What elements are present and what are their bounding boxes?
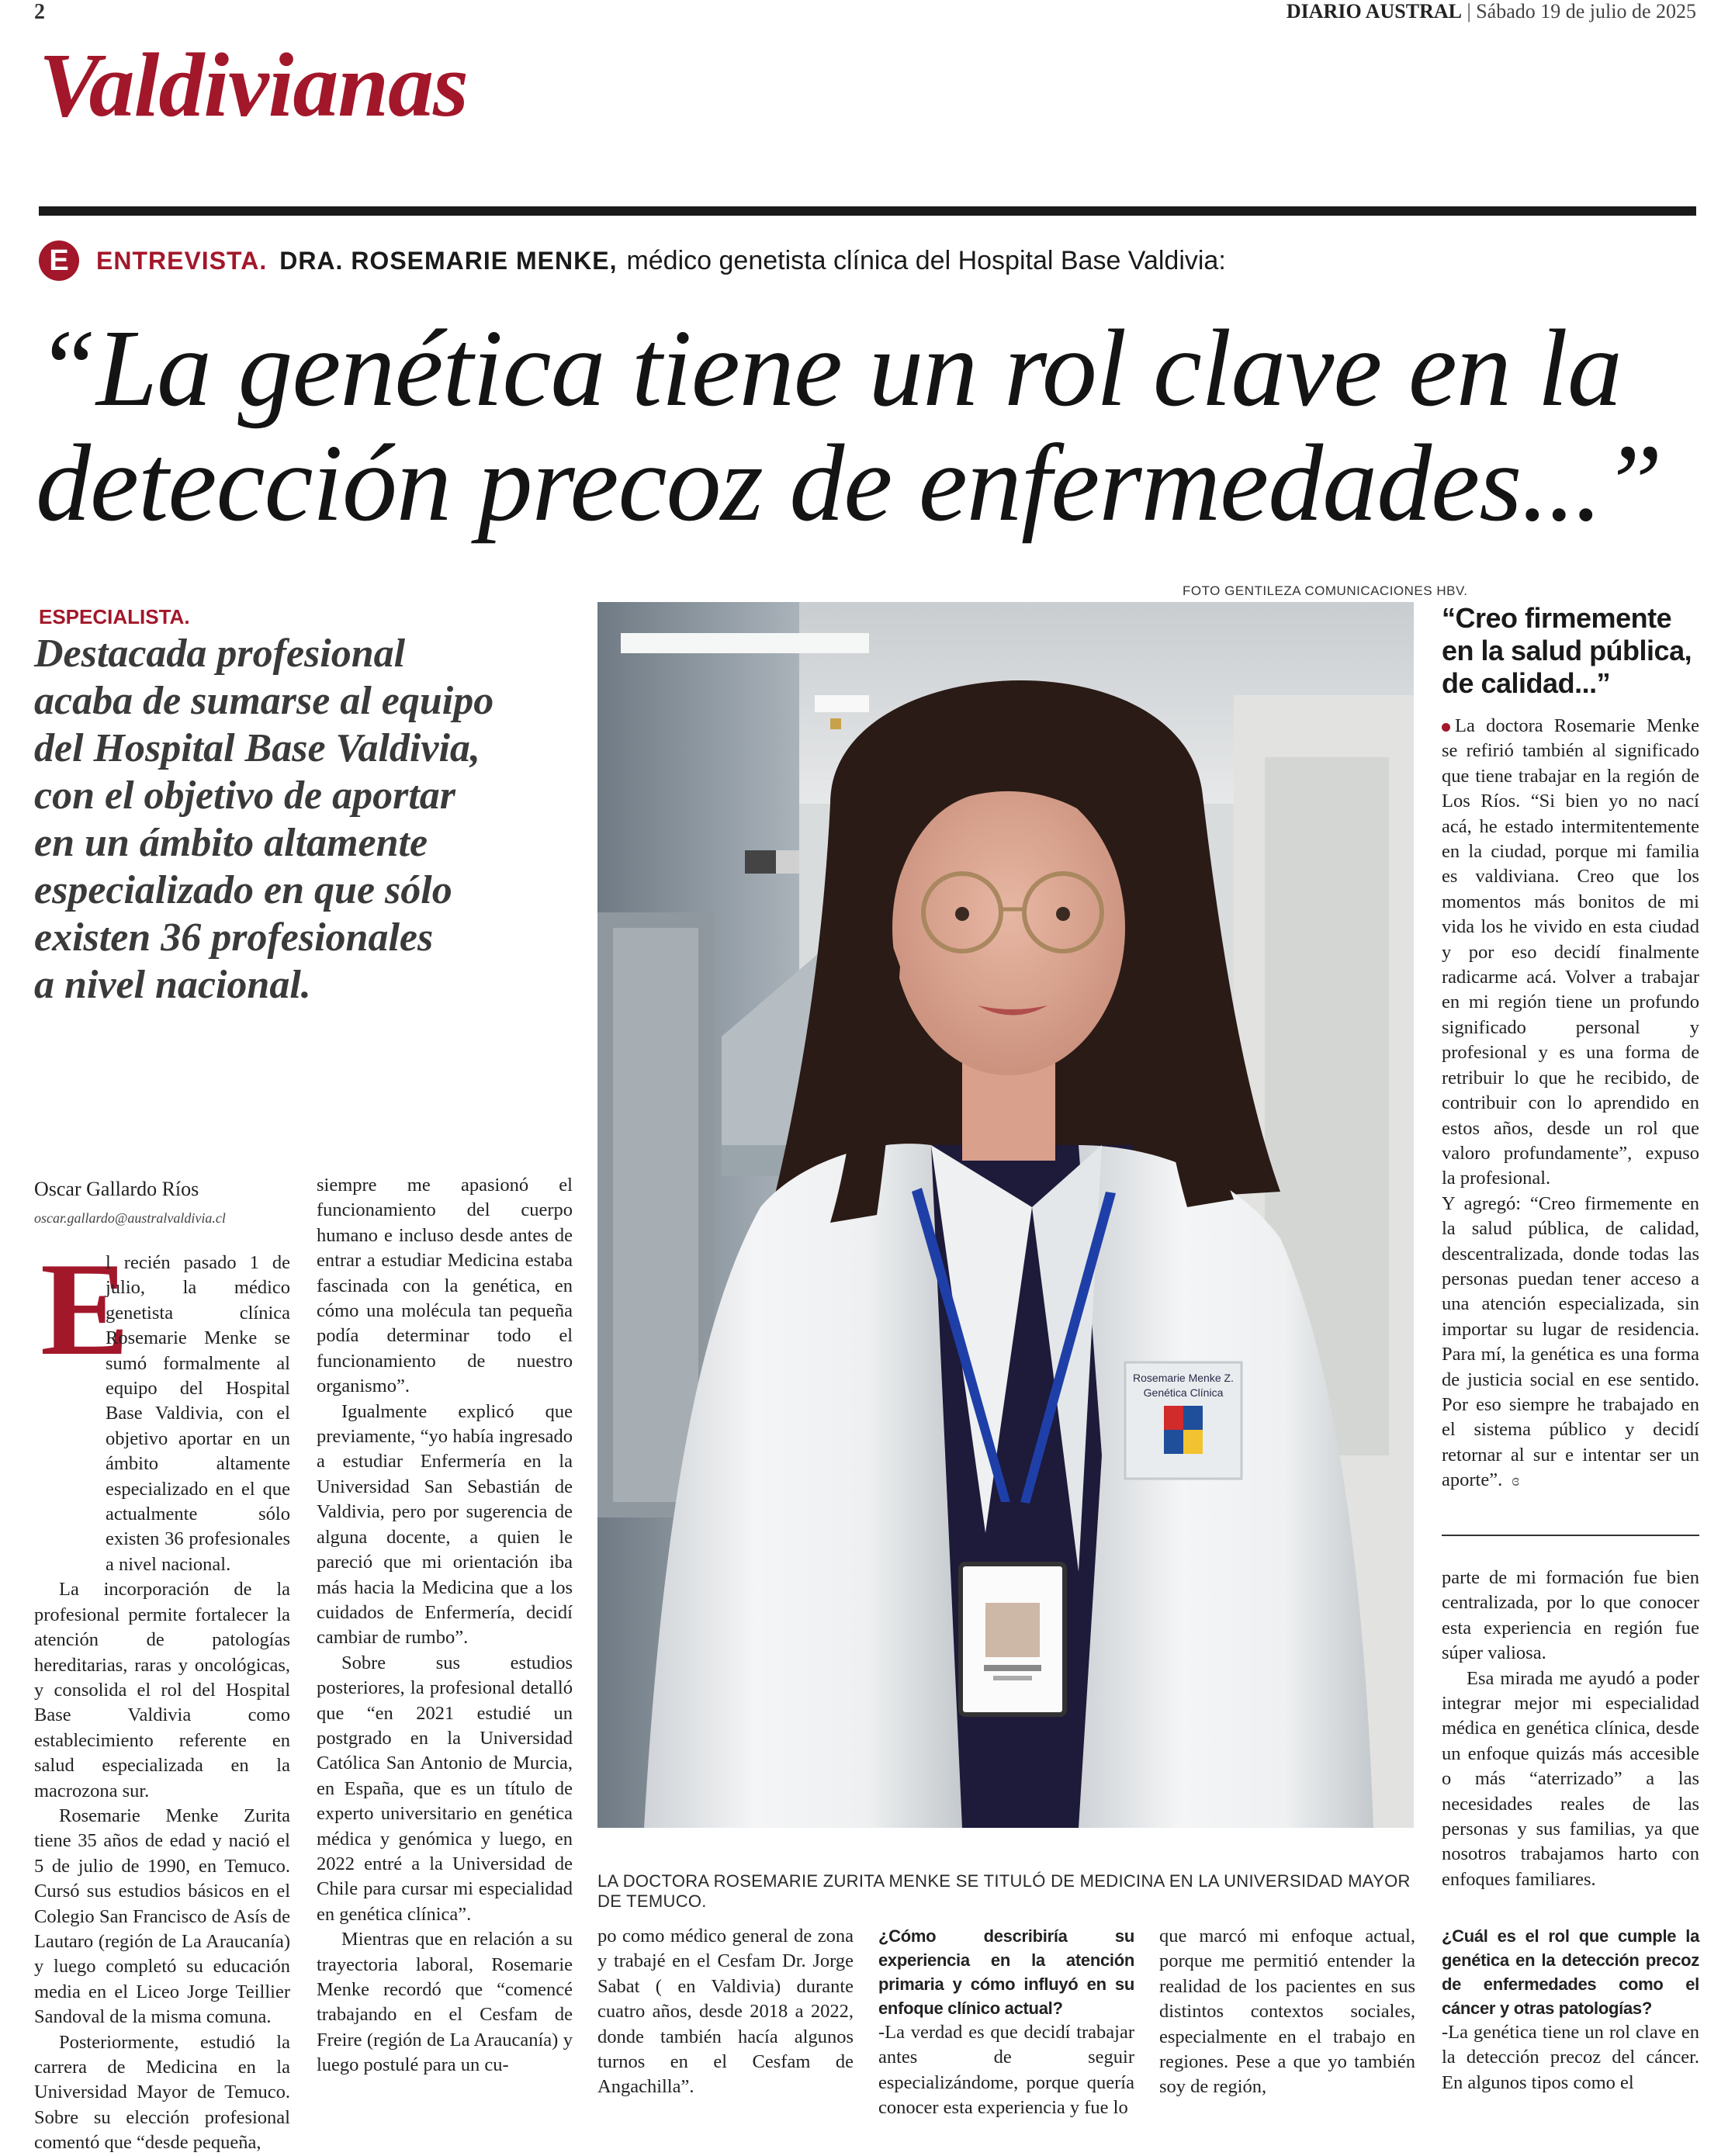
lede-line: existen 36 profesionales [34,915,434,960]
body-column-2 [317,1173,573,2078]
body-column-6-bottom [1442,1924,1699,2095]
body-paragraph: La incorporación de la profesional permite fortalecer la atención de patologías hereditarias, raras y oncológicas, y consolida el rol del Hospital Base Valdivia como establecimiento referente en salud especializada en la macrozona sur. [34,1579,290,1801]
headline [36,306,1712,544]
headline-line-2: detección precoz de enfermedades...” [36,421,1662,544]
body-paragraph: Posteriormente, estudió la carrera de Medicina en la Universidad Mayor de Temuco. Sobre su elección profesional comentó que “desde pequeña, [34,2031,290,2154]
sidebar-title: “Creo firmemente en la salud pública, de calidad...” [1442,602,1692,699]
paragraph-text: La doctora Rosemarie Menke se refirió también al significado que tiene trabajar en la región de Los Ríos. “Si bien yo no nací acá, he estado intermitentemente en la ciudad, porque mi familia es valdiviana. Creo que los momentos más bonitos de mi vida los he vivido en esta ciudad y por eso decidí finalmente radicarme acá. Volver a trabajar en mi región tiene un profundo significado personal y profesional y es una forma de retribuir lo que he recibido, de contribuir con lo aprendido en estos años, desde un rol que valoro profundamente”, expuso la profesional. [1442,715,1699,1189]
photo-caption: LA DOCTORA ROSEMARIE ZURITA MENKE SE TITULÓ DE MEDICINA EN LA UNIVERSIDAD MAYOR DE TEMUCO. [597,1871,1411,1911]
issue-date: Sábado 19 de julio de 2025 [1476,0,1696,22]
lede-label: ESPECIALISTA. [39,605,190,628]
body-paragraph: Sobre sus estudios posteriores, la profesional detalló que “en 2021 estudié un postgrado en la Universidad Católica San Antonio de Murcia, en España, que es un título de experto universitario en genética médica y genómica y luego, en 2022 entré a la Universidad de Chile para cursar mi especialidad en genética clínica”. [317,1652,573,1925]
body-paragraph: Esa mirada me ayudó a poder integrar mejor mi especialidad médica en genética clínica, desde un enfoque quizás más accesible o más “aterrizado” a las necesidades reales de las personas y sus familias, ya que nosotros trabajamos harto con enfoques familiares. [1442,1667,1699,1890]
body-paragraph: parte de mi formación fue bien centralizada, por lo que conocer esta experiencia en región fue súper valiosa. [1442,1567,1699,1664]
lede-line: del Hospital Base Valdivia, [34,726,480,770]
end-mark-icon: ɞ [1512,1470,1519,1490]
body-paragraph: siempre me apasionó el funcionamiento del cuerpo humano e incluso desde antes de entrar a estudiar Medicina estaba fascinada con la genética, en cómo una molécula tan pequeña podía determinar todo el funcionamiento de nuestro organismo”. [317,1175,573,1397]
body-column-5 [1159,1924,1415,2100]
body-column-6-top [1442,1566,1699,1892]
body-column-1 [34,1236,290,2156]
sidebar-paragraph [1442,714,1699,1192]
sidebar-paragraph [1442,1192,1699,1493]
body-paragraph: que marcó mi enfoque actual, porque me permitió entender la realidad de los pacientes en sus distintos contextos sociales, especialmente en el trabajo en regiones. Pese a que yo también soy de región, [1159,1926,1415,2098]
lede [34,630,577,1009]
kicker-label: ENTREVISTA. [96,246,268,275]
lede-line: Destacada profesional [34,632,406,676]
sidebar-body [1442,714,1699,1493]
section-title: Valdivianas [39,34,468,136]
body-paragraph: po como médico general de zona y trabajé en el Cesfam Dr. Jorge Sabat ( en Valdivia) durante cuatro años, desde 2018 a 2022, donde también hacía algunos turnos en el Cesfam de Angachilla”. [597,1926,854,2098]
body-paragraph: Mientras que en relación a su trayectoria laboral, Rosemarie Menke recordó que “comencé trabajando en el Cesfam de Freire (región de La Araucanía) y luego postulé para un cu- [317,1929,573,2076]
kicker-description: médico genetista clínica del Hospital Base Valdivia: [626,245,1226,275]
interview-question: ¿Cómo describiría su experiencia en la atención primaria y cómo influyó en su enfoque clínico actual? [878,1926,1134,2018]
author-email: oscar.gallardo@australvaldivia.cl [34,1210,226,1226]
body-column-4 [878,1924,1134,2121]
drop-cap: E [40,1236,130,1383]
body-paragraph [34,1236,290,1577]
interview-badge-icon: E [39,241,79,281]
page-number: 2 [34,0,45,24]
header-rule [39,206,1696,216]
body-paragraph: Igualmente explicó que previamente, “yo había ingresado a estudiar Enfermería en la Universidad San Sebastián de Valdivia, pero por sugerencia de alguna docente, a quien le pareció que mi orientación iba más hacia la Medicina que a los cuidados de Enfermería, decidí cambiar de rumbo”. [317,1400,573,1649]
lede-line: en un ámbito altamente [34,821,428,865]
body-paragraph: Rosemarie Menke Zurita tiene 35 años de edad y nació el 5 de julio de 1990, en Temuco. Cursó sus estudios básicos en el Colegio San Francisco de Asís de Lautaro (región de La Araucanía) y luego completó su educación media en el Liceo Jorge Teillier Sandoval de la misma comuna. [34,1805,290,2028]
masthead-info: DIARIO AUSTRAL | Sábado 19 de julio de 2025 [1286,0,1696,22]
coat-embroidery-name: Rosemarie Menke Z. [1133,1372,1234,1384]
lede-line: acaba de sumarse al equipo [34,679,494,723]
body-column-3 [597,1924,854,2100]
kicker [39,237,1226,284]
coat-embroidery-specialty: Genética Clínica [1143,1386,1224,1399]
bullet-icon [1442,723,1450,732]
publication-name: DIARIO AUSTRAL [1286,0,1462,22]
lede-line: especializado en que sólo [34,868,452,912]
lede-line: a nivel nacional. [34,963,311,1007]
paragraph-text: Y agregó: “Creo firmemente en la salud pública, de calidad, descentralizada, donde todas las personas puedan tener acceso a una atención especializada, sin importar su lugar de residencia. Para mí, la genética es una forma de justicia social en ese sentido. Por eso siempre he trabajado en el sistema público y decidí retornar al sur e intentar ser un aporte”. [1442,1192,1699,1491]
photo-credit: FOTO GENTILEZA COMUNICACIONES HBV. [1183,583,1468,598]
interview-question: ¿Cuál es el rol que cumple la genética en la detección precoz de enfermedades como el cáncer y otras patologías? [1442,1926,1699,2018]
interview-answer: -La genética tiene un rol clave en la detección precoz del cáncer. En algunos tipos como el [1442,2022,1699,2093]
headline-line-1: “La genética tiene un rol clave en la [36,306,1622,429]
interview-answer: -La verdad es que decidí trabajar antes de seguir especializándome, porque quería conocer esta experiencia y fue lo [878,2022,1134,2119]
paragraph-text: l recién pasado 1 de julio, la médico genetista clínica Rosemarie Menke se sumó formalmente al equipo del Hospital Base Valdivia, con el objetivo aportar en un ámbito altamente especializado en el que actualmente sólo existen 36 profesionales a nivel nacional. [106,1252,290,1575]
portrait-photo [597,602,1414,1828]
lede-line: con el objetivo de aportar [34,773,456,818]
author-name: Oscar Gallardo Ríos [34,1178,199,1200]
sidebar-rule [1442,1535,1699,1536]
kicker-name: DRA. ROSEMARIE MENKE, [279,246,618,275]
